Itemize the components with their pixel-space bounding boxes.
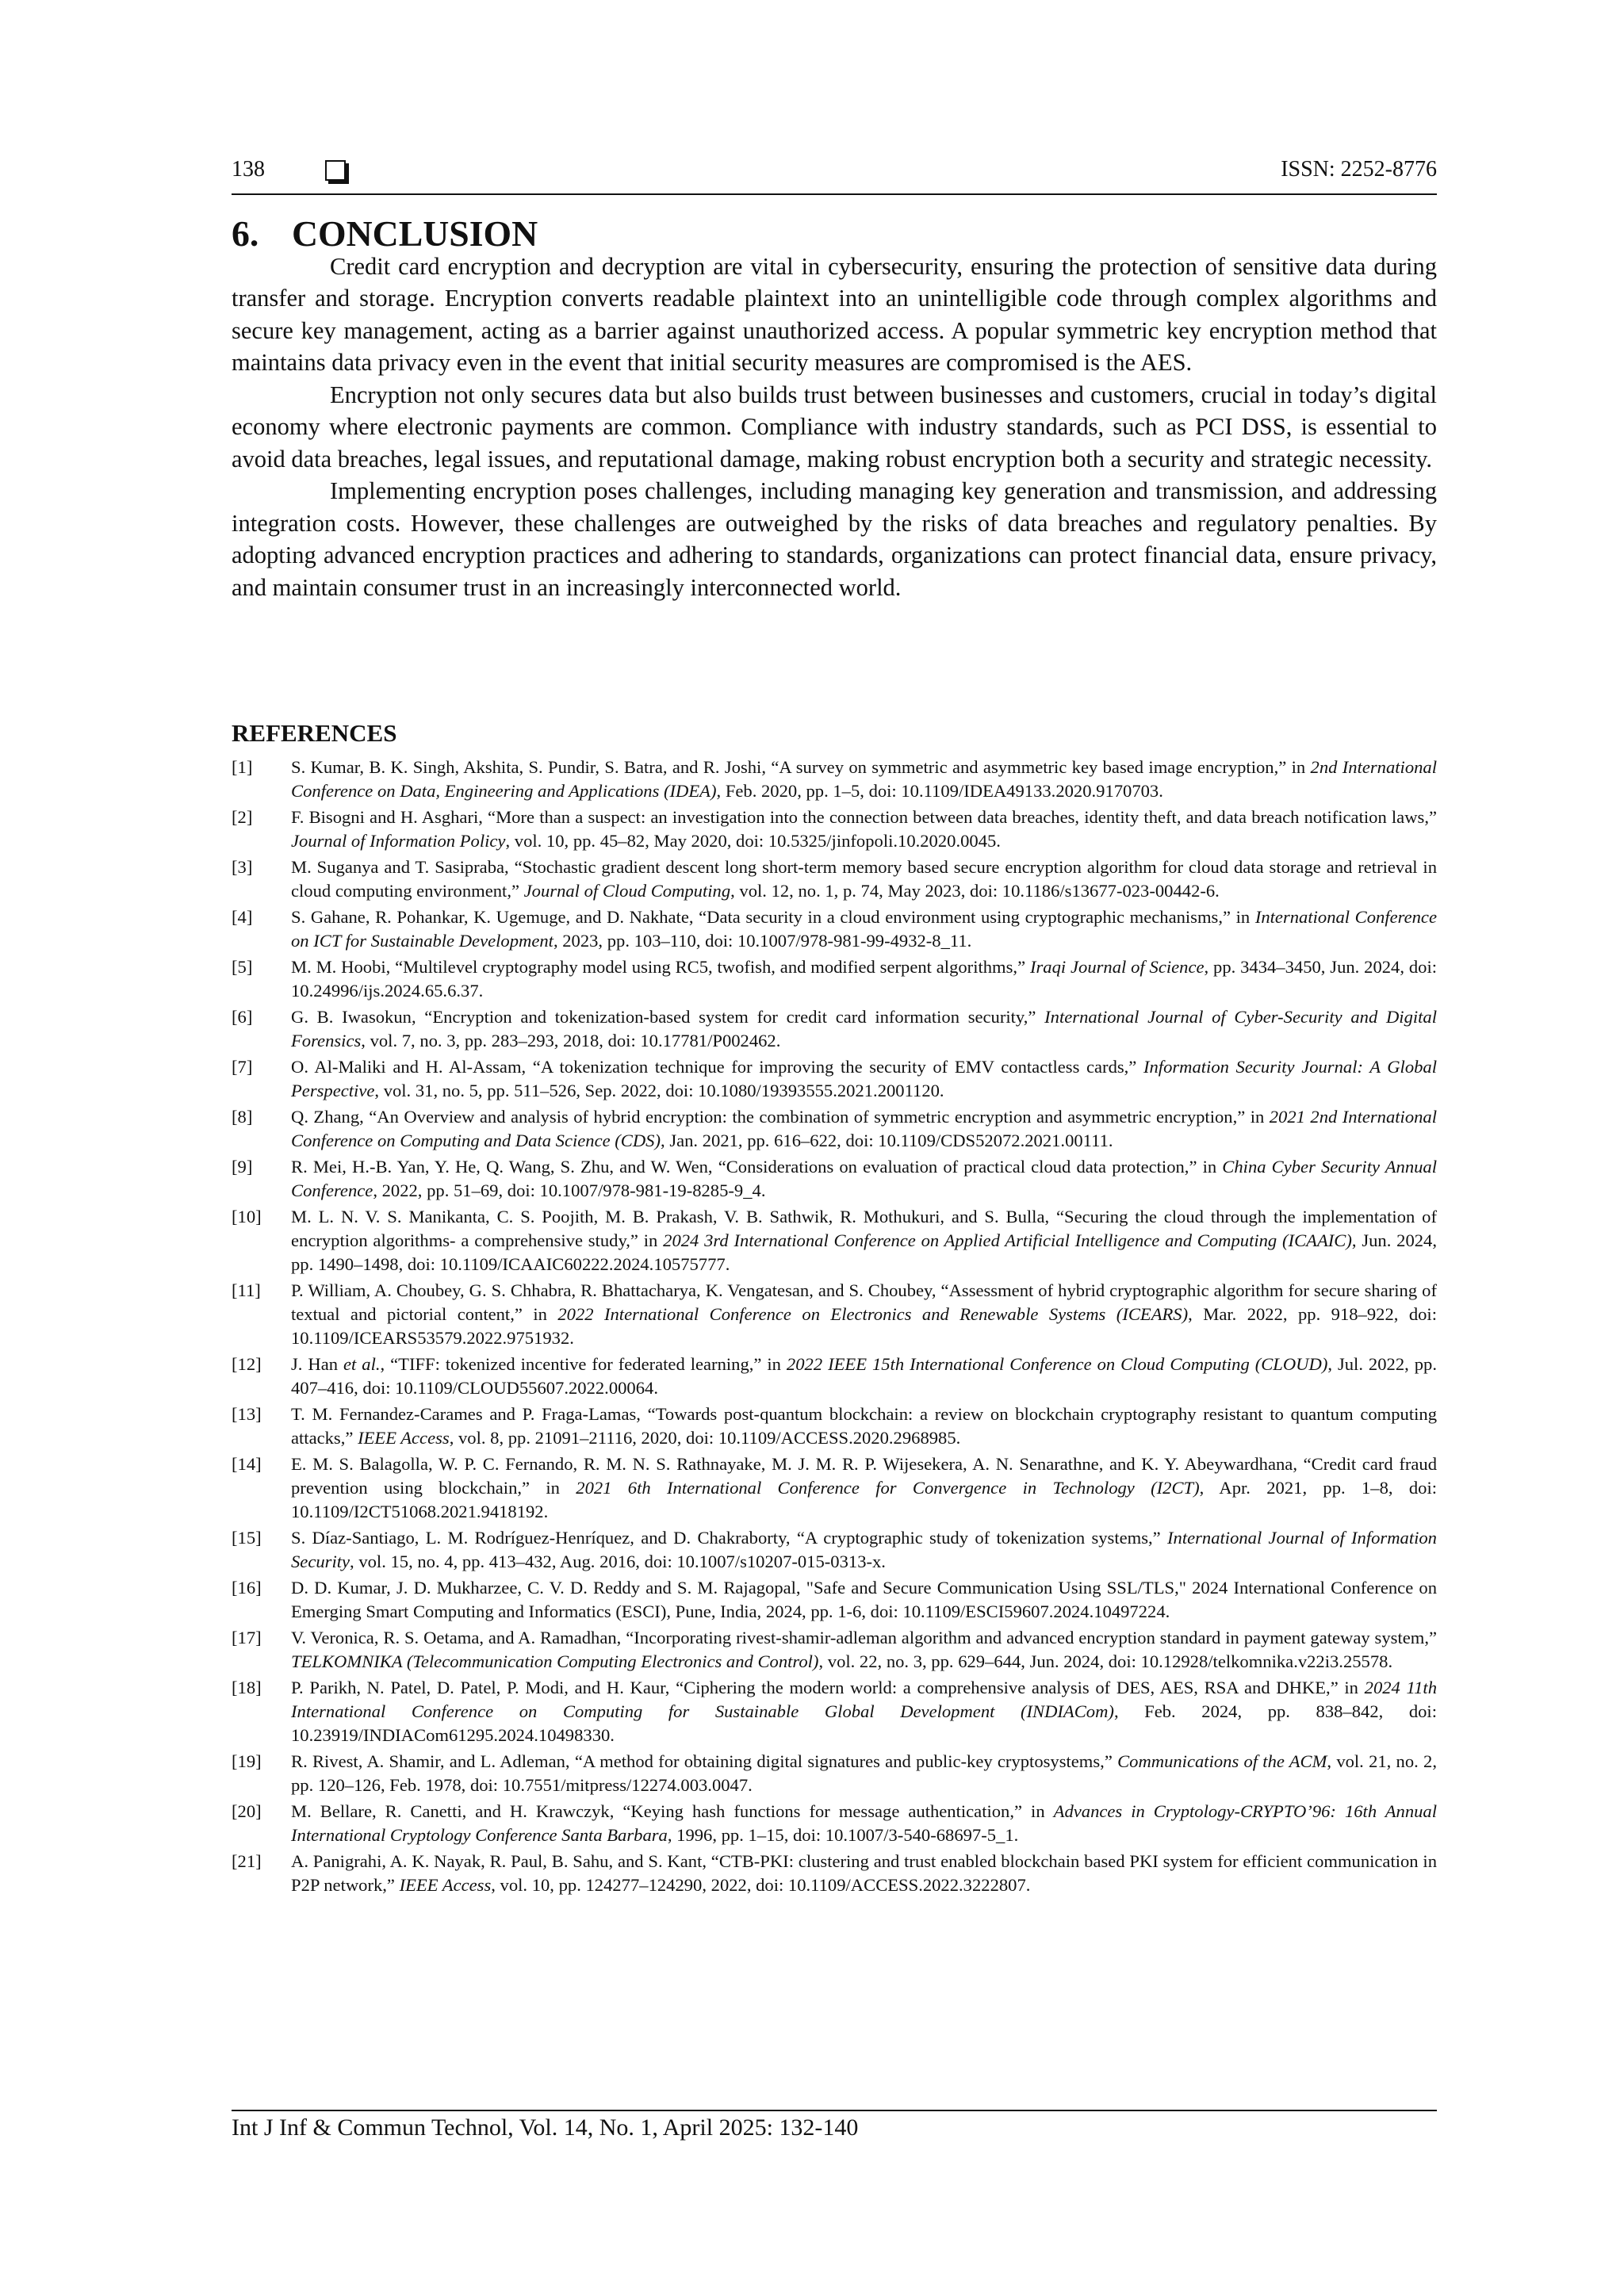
reference-number: [3] (232, 857, 253, 877)
reference-segment: P. William, A. Choubey, G. S. Chhabra, R. Bhattacharya, K. Vengatesan, and S. Choubey, “Assessment of hybrid cryptographic algorithm for secure sharing of textual and pictorial content,” in (291, 1280, 1437, 1324)
reference-segment: A. Panigrahi, A. K. Nayak, R. Paul, B. Sahu, and S. Kant, “CTB-PKI: clustering and trust enabled blockchain based PKI system for efficient communication in P2P network,” (291, 1851, 1437, 1895)
page-number: 138 (232, 157, 265, 182)
reference-segment: T. M. Fernandez-Carames and P. Fraga-Lamas, “Towards post-quantum blockchain: a review on blockchain cryptography resistant to quantum computing attacks,” (291, 1404, 1437, 1448)
conclusion-paragraph-2: Encryption not only secures data but also builds trust between businesses and customers, crucial in today’s digital economy where electronic payments are common. Compliance with industry standards, such as PCI DSS, is essential to avoid data breaches, legal issues, and reputational damage, making robust encryption both a security and strategic necessity. (232, 381, 1437, 473)
reference-venue: Communications of the ACM (1117, 1751, 1327, 1771)
reference-number: [20] (232, 1801, 262, 1821)
reference-venue: Information Security Journal: A Global Perspective (291, 1057, 1437, 1100)
reference-venue: 2021 2nd International Conference on Computing and Data Science (CDS) (291, 1107, 1437, 1150)
reference-segment: , Mar. 2022, pp. 918–922, doi: 10.1109/ICEARS53579.2022.9751932. (291, 1304, 1437, 1348)
reference-segment: M. M. Hoobi, “Multilevel cryptography model using RC5, twofish, and modified serpent algorithms,” (291, 957, 1030, 977)
reference-venue: IEEE Access (399, 1875, 492, 1895)
reference-item (232, 1526, 1437, 1574)
reference-item (232, 955, 1437, 1003)
reference-number: [9] (232, 1157, 253, 1177)
conclusion-section (232, 213, 1437, 603)
references-section (232, 718, 1437, 1900)
reference-venue: International Journal of Cyber-Security and Digital Forensics (291, 1007, 1438, 1050)
reference-number: [11] (232, 1280, 261, 1300)
reference-number: [4] (232, 907, 253, 927)
reference-number: [10] (232, 1207, 262, 1226)
reference-text (291, 1454, 1437, 1521)
reference-segment: J. Han (291, 1354, 344, 1374)
issn-label: ISSN: 2252-8776 (1281, 157, 1437, 182)
reference-item (232, 1800, 1437, 1847)
reference-segment: , vol. 21, no. 2, pp. 120–126, Feb. 1978, doi: 10.7551/mitpress/12274.003.0047. (291, 1751, 1437, 1795)
reference-segment: S. Gahane, R. Pohankar, K. Ugemuge, and D. Nakhate, “Data security in a cloud environment using cryptographic mechanisms,” in (291, 907, 1255, 927)
reference-text (291, 1678, 1437, 1745)
reference-item (232, 1105, 1437, 1153)
reference-item (232, 1205, 1437, 1276)
reference-segment: M. Bellare, R. Canetti, and H. Krawczyk, “Keying hash functions for message authentication,” in (291, 1801, 1054, 1821)
section-heading (232, 213, 1437, 254)
reference-venue: International Conference on ICT for Sustainable Development (291, 907, 1437, 951)
reference-list (232, 756, 1437, 1897)
reference-segment: , 2022, pp. 51–69, doi: 10.1007/978-981-19-8285-9_4. (373, 1181, 766, 1200)
header-divider (232, 193, 1437, 195)
reference-segment: , Feb. 2020, pp. 1–5, doi: 10.1109/IDEA49133.2020.9170703. (716, 781, 1163, 801)
reference-segment: , Jul. 2022, pp. 407–416, doi: 10.1109/CLOUD55607.2022.00064. (291, 1354, 1437, 1398)
reference-text (291, 957, 1437, 1001)
reference-segment: , 2023, pp. 103–110, doi: 10.1007/978-981-99-4932-8_11. (553, 931, 972, 951)
reference-text (291, 1851, 1437, 1895)
reference-segment: , vol. 10, pp. 45–82, May 2020, doi: 10.5325/jinfopoli.10.2020.0045. (505, 831, 1001, 851)
reference-text (291, 757, 1437, 801)
reference-segment: , vol. 22, no. 3, pp. 629–644, Jun. 2024, doi: 10.12928/telkomnika.v22i3.25578. (818, 1651, 1393, 1671)
reference-segment: F. Bisogni and H. Asghari, “More than a suspect: an investigation into the connection between data breaches, identity theft, and data breach notification laws,” (291, 807, 1437, 827)
reference-segment: , vol. 10, pp. 124277–124290, 2022, doi: 10.1109/ACCESS.2022.3222807. (491, 1875, 1031, 1895)
reference-venue: 2024 11th International Conference on Computing for Sustainable Global Development (INDIACom) (291, 1678, 1437, 1721)
reference-segment: M. Suganya and T. Sasipraba, “Stochastic gradient descent long short-term memory based secure encryption algorithm for cloud data storage and retrieval in cloud computing environment,” (291, 857, 1437, 901)
footer-divider (232, 2110, 1437, 2111)
reference-item (232, 1626, 1437, 1674)
reference-text (291, 1751, 1437, 1795)
reference-item (232, 1676, 1437, 1747)
reference-number: [21] (232, 1851, 262, 1871)
reference-item (232, 1452, 1437, 1524)
square-box-icon (325, 160, 346, 181)
reference-number: [8] (232, 1107, 253, 1127)
reference-text (291, 1354, 1437, 1398)
reference-item (232, 1279, 1437, 1350)
reference-item (232, 806, 1437, 853)
reference-item (232, 855, 1437, 903)
conclusion-paragraph-3: Implementing encryption poses challenges, including managing key generation and transmission, and addressing integration costs. However, these challenges are outweighed by the risks of data breaches and regulatory penalties. By adopting advanced encryption practices and adhering to standards, organizations can protect financial data, ensure privacy, and maintain consumer trust in an increasingly interconnected world. (232, 477, 1437, 601)
reference-number: [15] (232, 1528, 262, 1548)
reference-venue: Advances in Cryptology-CRYPTO’96: 16th Annual International Cryptology Conference Santa Barbara (291, 1801, 1437, 1845)
reference-item (232, 1005, 1437, 1053)
reference-text (291, 1404, 1437, 1448)
reference-number: [14] (232, 1454, 262, 1474)
reference-segment: , vol. 8, pp. 21091–21116, 2020, doi: 10.1109/ACCESS.2020.2968985. (449, 1428, 961, 1448)
reference-segment: M. L. N. V. S. Manikanta, C. S. Poojith, M. B. Prakash, V. B. Sathwik, R. Mothukuri, and S. Bulla, “Securing the cloud through the implementation of encryption algorithms- a comprehensive study,” in (291, 1207, 1437, 1250)
reference-text (291, 807, 1437, 851)
reference-item (232, 1750, 1437, 1797)
reference-segment: , vol. 12, no. 1, p. 74, May 2023, doi: 10.1186/s13677-023-00442-6. (730, 881, 1220, 901)
journal-footer: Int J Inf & Commun Technol, Vol. 14, No. 1, April 2025: 132-140 (232, 2114, 859, 2141)
reference-item (232, 1353, 1437, 1400)
reference-segment: O. Al-Maliki and H. Al-Assam, “A tokenization technique for improving the security of EMV contactless cards,” (291, 1057, 1143, 1077)
reference-text (291, 1801, 1437, 1845)
reference-text (291, 1280, 1437, 1348)
reference-segment: R. Mei, H.-B. Yan, Y. He, Q. Wang, S. Zhu, and W. Wen, “Considerations on evaluation of practical cloud data protection,” in (291, 1157, 1223, 1177)
reference-venue: Iraqi Journal of Science (1029, 957, 1205, 977)
reference-number: [12] (232, 1354, 262, 1374)
reference-text (291, 907, 1437, 951)
reference-text (291, 1578, 1437, 1621)
reference-segment: P. Parikh, N. Patel, D. Patel, P. Modi, and H. Kaur, “Ciphering the modern world: a comprehensive analysis of DES, AES, RSA and DHKE,” in (291, 1678, 1365, 1697)
reference-segment: , Feb. 2024, pp. 838–842, doi: 10.23919/INDIACom61295.2024.10498330. (291, 1701, 1437, 1745)
reference-venue: 2024 3rd International Conference on Applied Artificial Intelligence and Computing (ICAAIC) (663, 1230, 1352, 1250)
reference-segment: , vol. 31, no. 5, pp. 511–526, Sep. 2022, doi: 10.1080/19393555.2021.2001120. (374, 1081, 944, 1100)
reference-number: [2] (232, 807, 253, 827)
reference-segment: , vol. 7, no. 3, pp. 283–293, 2018, doi: 10.17781/P002462. (361, 1031, 781, 1050)
reference-item (232, 1576, 1437, 1624)
reference-segment: , Jan. 2021, pp. 616–622, doi: 10.1109/CDS52072.2021.00111. (661, 1131, 1113, 1150)
conclusion-paragraph-1: Credit card encryption and decryption are vital in cybersecurity, ensuring the protection of sensitive data during transfer and storage. Encryption converts readable plaintext into an unintelligible code through complex algorithms and secure key management, acting as a barrier against unauthorized access. A popular symmetric key encryption method that maintains data privacy even in the event that initial security measures are compromised is the AES. (232, 252, 1437, 376)
reference-item (232, 905, 1437, 953)
section-number: 6. (232, 213, 259, 254)
reference-segment: , vol. 15, no. 4, pp. 413–432, Aug. 2016, doi: 10.1007/s10207-015-0313-x. (350, 1552, 886, 1571)
reference-venue: Journal of Cloud Computing (523, 881, 731, 901)
reference-text (291, 857, 1437, 901)
reference-text (291, 1057, 1437, 1100)
reference-number: [17] (232, 1628, 262, 1647)
reference-segment: , “TIFF: tokenized incentive for federated learning,” in (380, 1354, 787, 1374)
reference-item (232, 1055, 1437, 1103)
reference-number: [13] (232, 1404, 262, 1424)
reference-number: [16] (232, 1578, 262, 1598)
reference-venue: TELKOMNIKA (Telecommunication Computing Electronics and Control) (291, 1651, 819, 1671)
reference-number: [1] (232, 757, 253, 777)
reference-number: [19] (232, 1751, 262, 1771)
reference-segment: E. M. S. Balagolla, W. P. C. Fernando, R. M. N. S. Rathnayake, M. J. M. R. P. Wijesekera, A. N. Senarathne, and K. Y. Abeywardhana, “Credit card fraud prevention using blockchain,” in (291, 1454, 1437, 1498)
reference-number: [5] (232, 957, 253, 977)
reference-segment: , 1996, pp. 1–15, doi: 10.1007/3-540-68697-5_1. (667, 1825, 1019, 1845)
references-heading: REFERENCES (232, 719, 397, 747)
reference-venue: 2022 International Conference on Electronics and Renewable Systems (ICEARS) (557, 1304, 1189, 1324)
reference-venue: 2nd International Conference on Data, Engineering and Applications (IDEA) (291, 757, 1437, 801)
reference-segment: V. Veronica, R. S. Oetama, and A. Ramadhan, “Incorporating rivest-shamir-adleman algorithm and advanced encryption standard in payment gateway system,” (291, 1628, 1437, 1647)
reference-text (291, 1207, 1437, 1274)
reference-number: [6] (232, 1007, 253, 1027)
reference-text (291, 1628, 1437, 1671)
reference-item (232, 1155, 1437, 1203)
section-title: CONCLUSION (292, 213, 538, 254)
reference-segment: G. B. Iwasokun, “Encryption and tokenization-based system for credit card information security,” (291, 1007, 1045, 1027)
reference-item (232, 1850, 1437, 1897)
reference-venue: China Cyber Security Annual Conference (291, 1157, 1437, 1200)
page-header (232, 157, 1437, 192)
reference-segment: S. Díaz-Santiago, L. M. Rodríguez-Henríquez, and D. Chakraborty, “A cryptographic study of tokenization systems,” (291, 1528, 1167, 1548)
reference-segment: , pp. 3434–3450, Jun. 2024, doi: 10.24996/ijs.2024.65.6.37. (291, 957, 1437, 1001)
reference-segment: Q. Zhang, “An Overview and analysis of hybrid encryption: the combination of symmetric encryption and asymmetric encryption,” in (291, 1107, 1270, 1127)
reference-segment: R. Rivest, A. Shamir, and L. Adleman, “A method for obtaining digital signatures and public-key cryptosystems,” (291, 1751, 1118, 1771)
reference-number: [18] (232, 1678, 262, 1697)
reference-text (291, 1107, 1437, 1150)
reference-text (291, 1007, 1437, 1050)
reference-text (291, 1528, 1437, 1571)
reference-item (232, 756, 1437, 803)
reference-segment: S. Kumar, B. K. Singh, Akshita, S. Pundir, S. Batra, and R. Joshi, “A survey on symmetric and asymmetric key based image encryption,” in (291, 757, 1311, 777)
reference-number: [7] (232, 1057, 253, 1077)
reference-venue: et al. (343, 1354, 381, 1374)
reference-segment: , Apr. 2021, pp. 1–8, doi: 10.1109/I2CT51068.2021.9418192. (291, 1478, 1438, 1521)
reference-text (291, 1157, 1437, 1200)
reference-venue: 2022 IEEE 15th International Conference on Cloud Computing (CLOUD) (786, 1354, 1328, 1374)
reference-venue: IEEE Access (358, 1428, 450, 1448)
reference-item (232, 1402, 1437, 1450)
reference-segment: , Jun. 2024, pp. 1490–1498, doi: 10.1109/ICAAIC60222.2024.10575777. (291, 1230, 1437, 1274)
reference-segment: D. D. Kumar, J. D. Mukharzee, C. V. D. Reddy and S. M. Rajagopal, "Safe and Secure Communication Using SSL/TLS," 2024 International Conference on Emerging Smart Computing and Informatics (ESCI), Pune, India, 2024, pp. 1-6, doi: 10.1109/ESCI59607.2024.10497224. (291, 1578, 1437, 1621)
reference-venue: International Journal of Information Security (291, 1528, 1437, 1571)
reference-venue: Journal of Information Policy (291, 831, 506, 851)
reference-venue: 2021 6th International Conference for Convergence in Technology (I2CT) (576, 1478, 1200, 1498)
